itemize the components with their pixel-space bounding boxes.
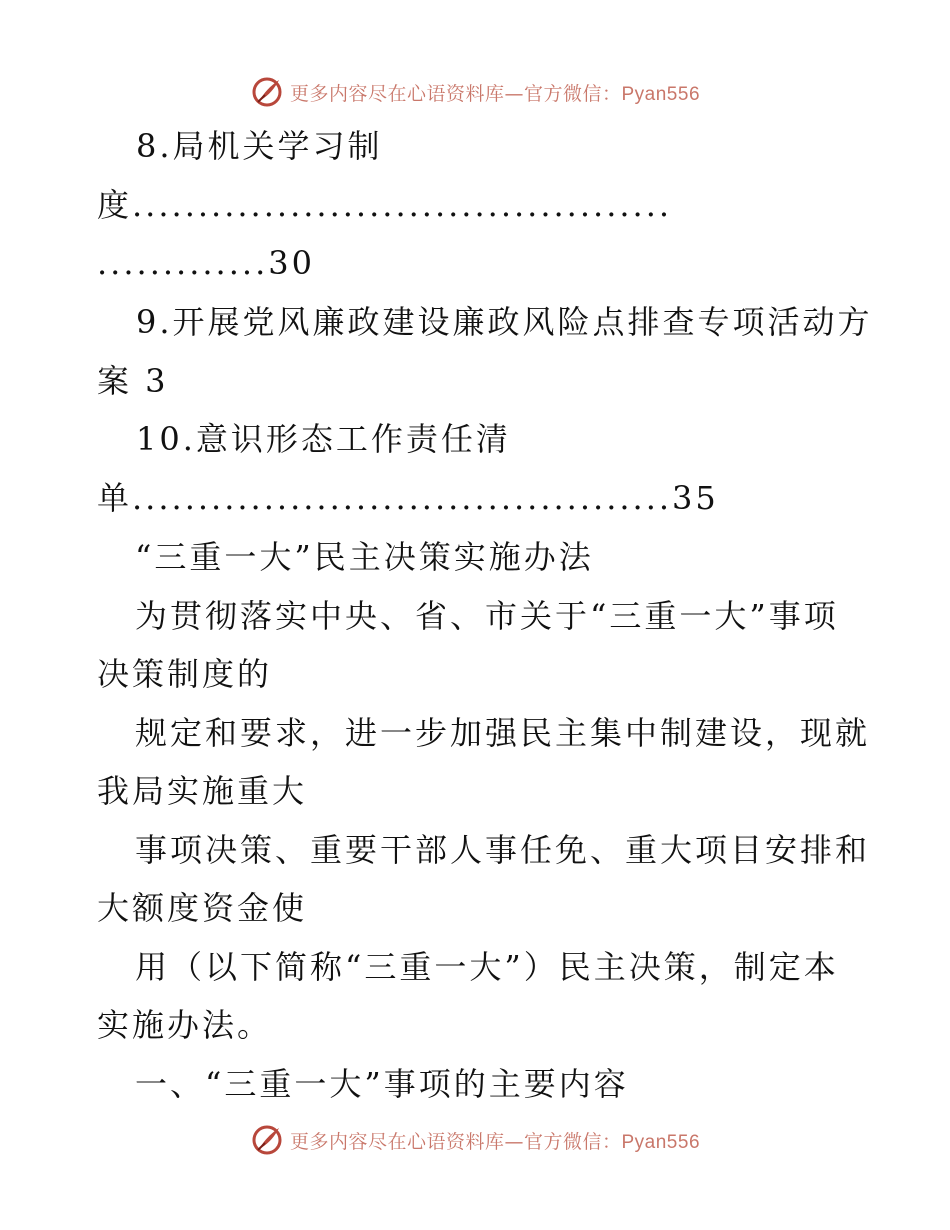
wechat-id: Pyan556 [621,83,701,105]
document-title: “三重一大”民主决策实施办法 [135,538,594,576]
paragraph-line: 事项决策、重要干部人事任免、重大项目安排和 [135,831,871,869]
feather-pen-logo-icon [250,1123,284,1157]
top-watermark [0,72,950,112]
paragraph-line: 实施办法。 [97,1006,273,1044]
paragraph-line: 决策制度的 [97,655,273,693]
wechat-id: Pyan556 [621,1131,701,1153]
bottom-watermark [0,1120,950,1160]
paragraph-line: 我局实施重大 [97,772,308,810]
feather-pen-logo-icon [250,75,284,109]
watermark-text: 更多内容尽在心语资料库—官方微信：Pyan556 [289,82,701,105]
toc-item-9-title: 9.开展党风廉政建设廉政风险点排查专项活动方 [136,303,873,341]
section-heading: 一、“三重一大”事项的主要内容 [135,1065,629,1103]
toc-item-10-page: 单.........................................35 [97,479,719,517]
toc-item-8-page: .............30 [97,244,315,282]
toc-item-8-title: 8.局机关学习制 [136,127,383,165]
toc-item-8-leader: 度......................................... [97,186,673,224]
paragraph-line: 规定和要求，进一步加强民主集中制建设，现就 [135,714,871,752]
toc-item-9-page: 案 3 [97,362,169,400]
paragraph-line: 为贯彻落实中央、省、市关于“三重一大”事项 [135,597,839,635]
paragraph-line: 用（以下简称“三重一大”）民主决策，制定本 [135,948,839,986]
paragraph-line: 大额度资金使 [97,889,308,927]
watermark-text: 更多内容尽在心语资料库—官方微信：Pyan556 [289,1130,701,1153]
toc-item-10-title: 10.意识形态工作责任清 [136,420,511,458]
